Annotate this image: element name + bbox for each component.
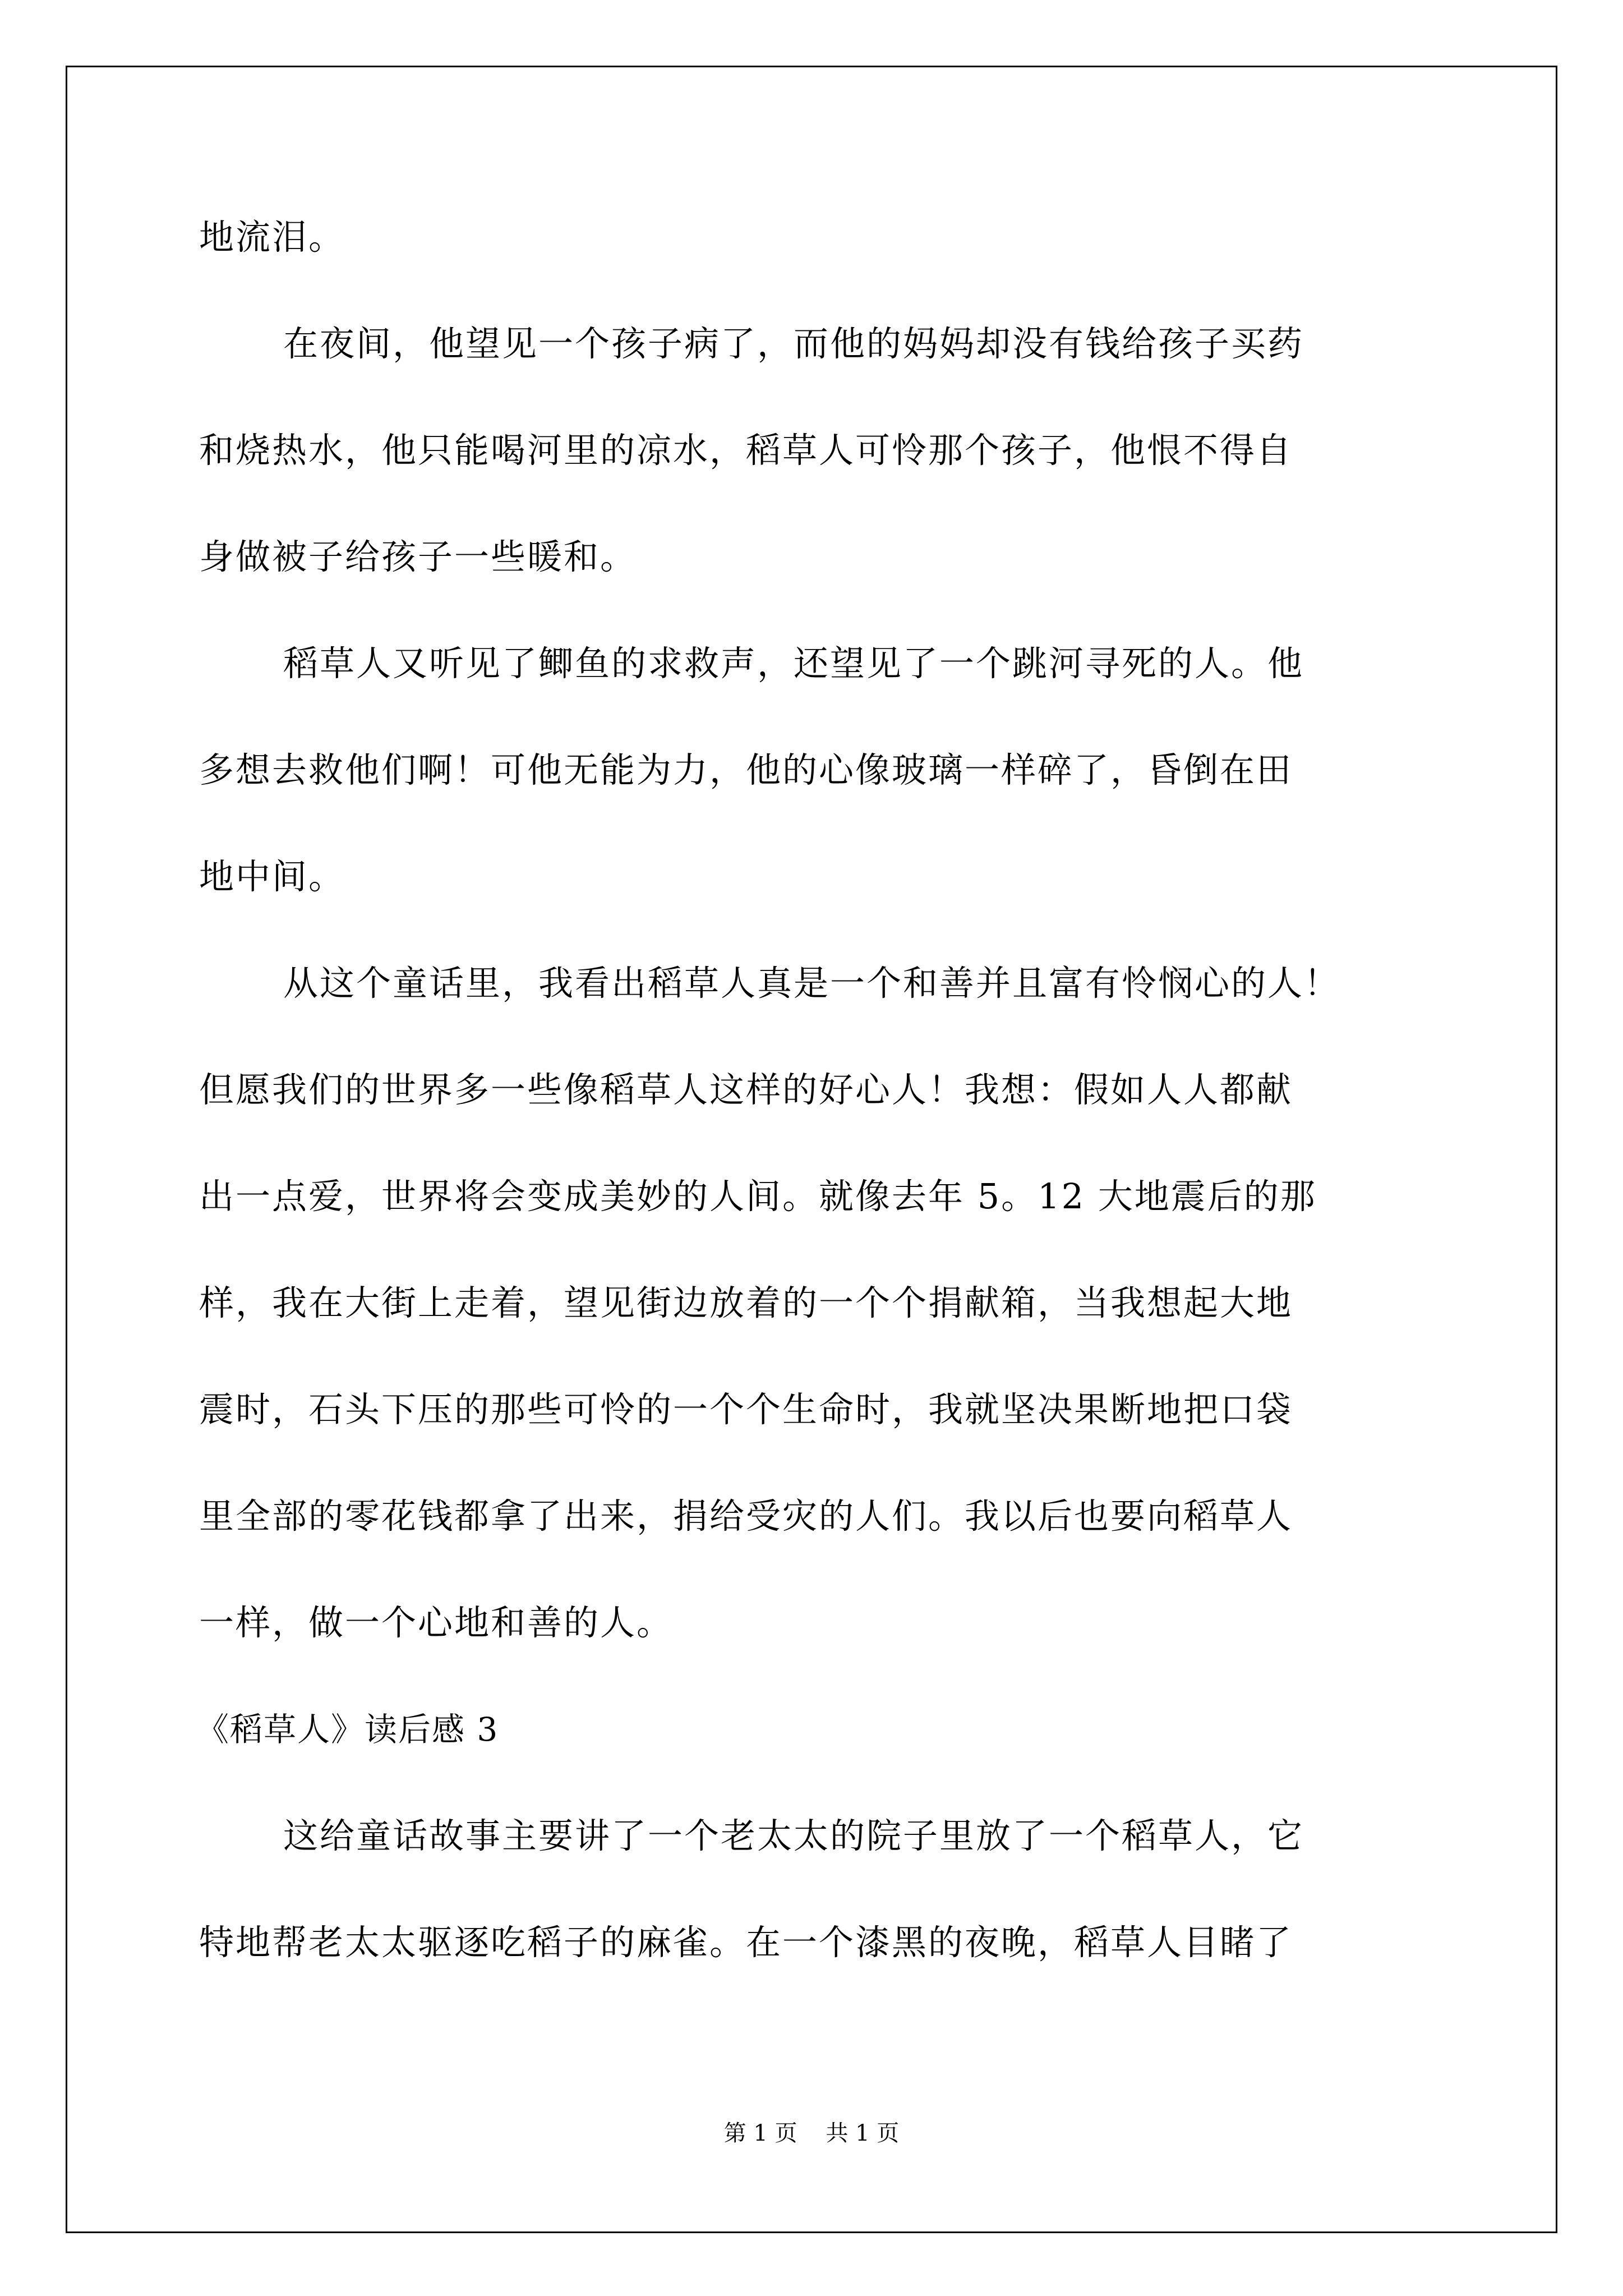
text-line: 特地帮老太太驱逐吃稻子的麻雀。在一个漆黑的夜晚，稻草人目睹了 (199, 1922, 1293, 1963)
paragraph-start-line: 在夜间，他望见一个孩子病了，而他的妈妈却没有钱给孩子买药 (283, 323, 1304, 364)
text-line: 震时，石头下压的那些可怜的一个个生命时，我就坚决果断地把口袋 (199, 1389, 1293, 1430)
paragraph-start-line: 从这个童话里，我看出稻草人真是一个和善并且富有怜悯心的人！ (283, 963, 1341, 1004)
text-line: 地中间。 (199, 856, 345, 897)
text-line: 样，我在大街上走着，望见街边放着的一个个捐献箱，当我想起大地 (199, 1282, 1293, 1323)
text-line: 地流泪。 (199, 217, 345, 257)
text-line: 多想去救他们啊！可他无能为力，他的心像玻璃一样碎了，昏倒在田 (199, 749, 1293, 790)
text-line: 和烧热水，他只能喝河里的凉水，稻草人可怜那个孩子，他恨不得自 (199, 430, 1293, 471)
paragraph-start-line: 稻草人又听见了鲫鱼的求救声，还望见了一个跳河寻死的人。他 (283, 643, 1304, 684)
text-line: 但愿我们的世界多一些像稻草人这样的好心人！我想：假如人人都献 (199, 1069, 1293, 1110)
page-border (66, 66, 1557, 2233)
section-heading: 《稻草人》读后感 3 (196, 1710, 499, 1749)
page-number-footer: 第 1 页 共 1 页 (723, 2120, 900, 2146)
text-line: 出一点爱，世界将会变成美妙的人间。就像去年 5。12 大地震后的那 (199, 1176, 1317, 1217)
text-line: 一样，做一个心地和善的人。 (199, 1602, 674, 1643)
text-line: 身做被子给孩子一些暖和。 (199, 536, 637, 577)
paragraph-start-line: 这给童话故事主要讲了一个老太太的院子里放了一个稻草人，它 (283, 1815, 1304, 1856)
text-line: 里全部的零花钱都拿了出来，捐给受灾的人们。我以后也要向稻草人 (199, 1496, 1293, 1536)
